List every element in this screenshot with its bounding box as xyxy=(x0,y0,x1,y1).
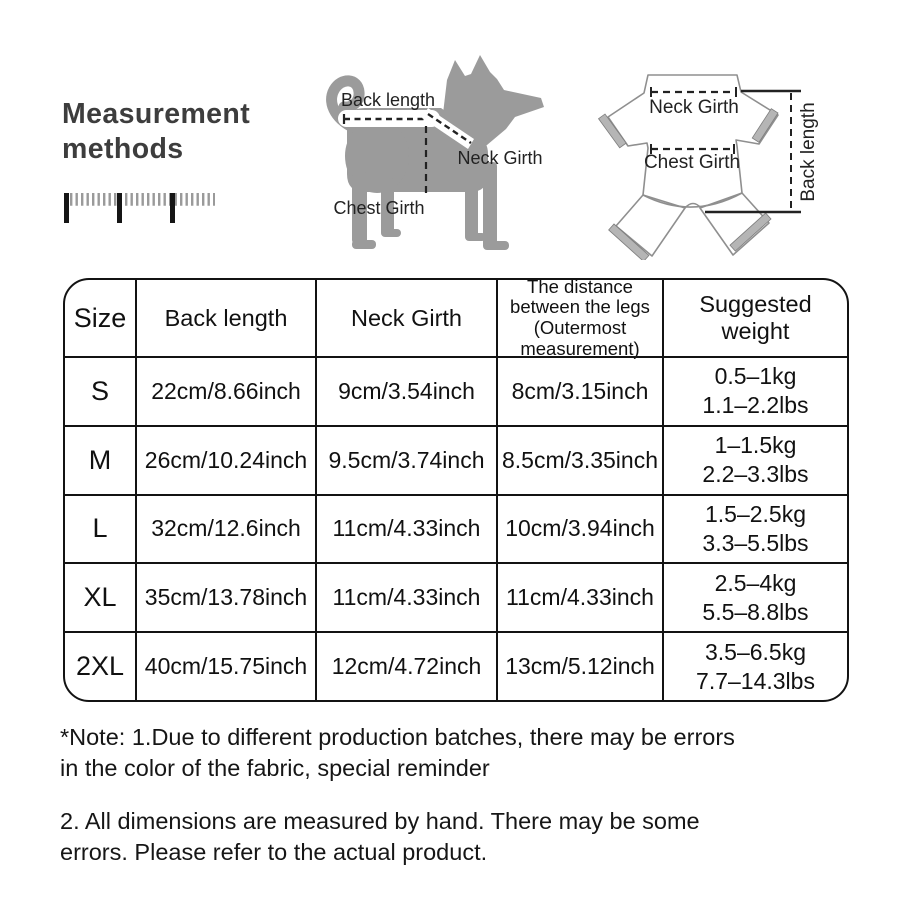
garment-back-length-label: Back length xyxy=(798,102,819,202)
table-row-l-neck-girth: 11cm/4.33inch xyxy=(315,494,496,563)
table-row-m-size: M xyxy=(65,425,135,494)
dog-back-length-label: Back length xyxy=(340,90,436,110)
table-row-s-distance: 8cm/3.15inch xyxy=(496,356,662,425)
table-row-2xl-back-length: 40cm/15.75inch xyxy=(135,631,315,700)
col-header-neck-girth: Neck Girth xyxy=(315,280,496,356)
table-row-l-weight: 1.5–2.5kg 3.3–5.5lbs xyxy=(662,494,847,563)
table-row-m-neck-girth: 9.5cm/3.74inch xyxy=(315,425,496,494)
table-row-2xl-neck-girth: 12cm/4.72inch xyxy=(315,631,496,700)
table-row-xl-weight: 2.5–4kg 5.5–8.8lbs xyxy=(662,562,847,631)
garment-chest-girth-label: Chest Girth xyxy=(643,152,741,173)
table-row-s-size: S xyxy=(65,356,135,425)
table-row-l-distance: 10cm/3.94inch xyxy=(496,494,662,563)
table-row-s-neck-girth: 9cm/3.54inch xyxy=(315,356,496,425)
footnotes xyxy=(60,722,870,869)
table-row-s-back-length: 22cm/8.66inch xyxy=(135,356,315,425)
ruler-icon xyxy=(62,192,222,226)
dog-neck-girth-label: Neck Girth xyxy=(457,148,543,168)
note-1: *Note: 1.Due to different production batches, there may be errors in the color of the fabric, special reminder xyxy=(60,724,735,782)
size-table xyxy=(63,278,849,702)
dog-chest-girth-label: Chest Girth xyxy=(333,198,425,218)
col-header-size: Size xyxy=(73,302,127,333)
col-header-weight: Suggested weight xyxy=(662,280,847,356)
note-2: 2. All dimensions are measured by hand. There may be some errors. Please refer to the actual product. xyxy=(60,807,700,866)
garment-cuff-bands xyxy=(599,109,778,260)
table-row-xl-distance: 11cm/4.33inch xyxy=(496,562,662,631)
garment-neck-girth-label: Neck Girth xyxy=(649,97,739,118)
table-row-xl-back-length: 35cm/13.78inch xyxy=(135,562,315,631)
table-row-l-back-length: 32cm/12.6inch xyxy=(135,494,315,563)
table-row-2xl-size: 2XL xyxy=(65,631,135,700)
col-header-distance: The distance between the legs (Outermost measurement) xyxy=(496,280,662,356)
garment-measurement-diagram xyxy=(595,55,835,260)
table-row-xl-neck-girth: 11cm/4.33inch xyxy=(315,562,496,631)
table-row-s-weight: 0.5–1kg 1.1–2.2lbs xyxy=(662,356,847,425)
page-title-line1: Measurement xyxy=(62,98,251,130)
table-row-m-weight: 1–1.5kg 2.2–3.3lbs xyxy=(662,425,847,494)
table-row-2xl-distance: 13cm/5.12inch xyxy=(496,631,662,700)
page-title-line2: methods xyxy=(62,132,184,165)
table-row-l-size: L xyxy=(65,494,135,563)
table-row-m-distance: 8.5cm/3.35inch xyxy=(496,425,662,494)
table-row-m-back-length: 26cm/10.24inch xyxy=(135,425,315,494)
table-row-2xl-weight: 3.5–6.5kg 7.7–14.3lbs xyxy=(662,631,847,700)
page-title xyxy=(62,97,250,167)
col-header-back-length: Back length xyxy=(135,280,315,356)
dog-measurement-diagram xyxy=(325,46,565,261)
table-row-xl-size: XL xyxy=(65,562,135,631)
